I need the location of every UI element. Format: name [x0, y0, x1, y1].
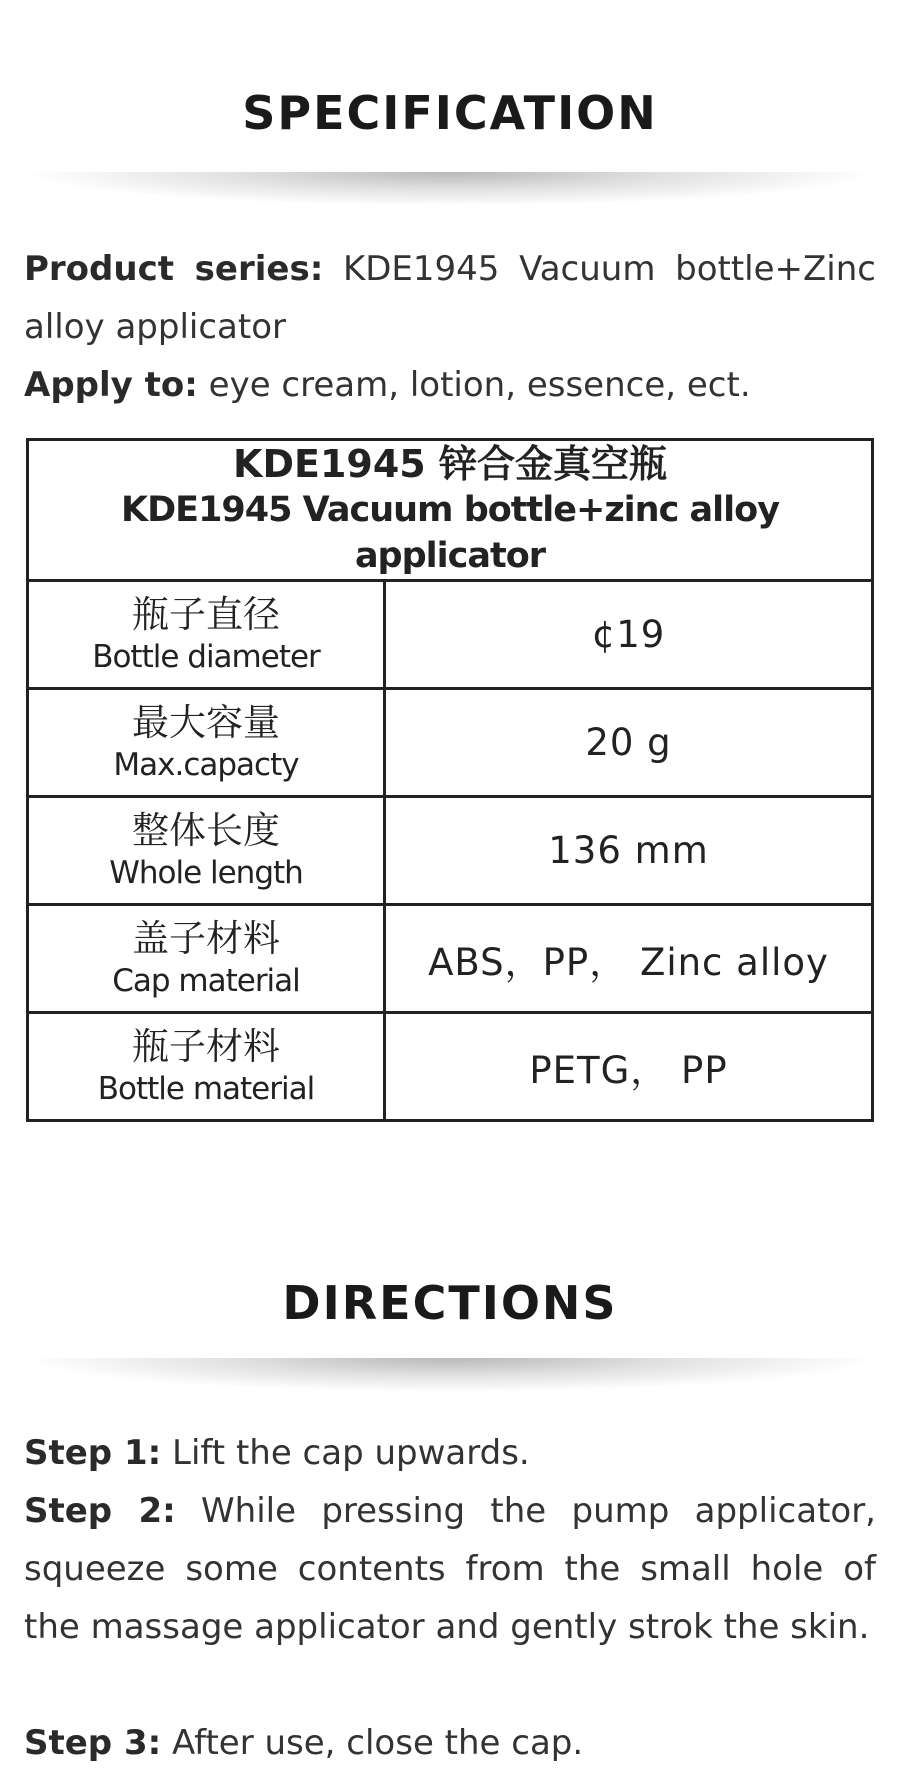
title-shadow-divider [20, 1358, 880, 1392]
row-label-cell [28, 1013, 385, 1121]
step-label: Step 1: [24, 1433, 162, 1473]
product-series-value: KDE1945 Vacuum bottle+Zinc alloy applicator [24, 249, 876, 347]
table-header-cn: KDE1945 锌合金真空瓶 [233, 442, 667, 486]
apply-to-value: eye cream, lotion, essence, ect. [197, 365, 751, 405]
specification-title: SPECIFICATION [242, 86, 658, 140]
row-label-cn: 整体长度 [132, 808, 280, 852]
table-header-row [28, 440, 873, 581]
table-row [28, 689, 873, 797]
step-1-paragraph [24, 1424, 876, 1482]
product-series-label: Product series: [24, 249, 324, 289]
step-text: While pressing the pump applicator, squeeze some contents from the small hole of the massage applicator and gently strok the skin. [24, 1491, 876, 1647]
step-text: Lift the cap upwards. [161, 1433, 530, 1473]
apply-to-label: Apply to: [24, 365, 198, 405]
step-text: After use, close the cap. [161, 1723, 584, 1763]
table-header-en: KDE1945 Vacuum bottle+zinc alloy applicator [120, 490, 780, 576]
row-label-cell [28, 797, 385, 905]
row-label-cell [28, 689, 385, 797]
table-row [28, 797, 873, 905]
table-header-cell [28, 440, 873, 581]
row-label-en: Whole length [109, 854, 303, 891]
step-label: Step 3: [24, 1723, 162, 1763]
table-row [28, 1013, 873, 1121]
table-row [28, 905, 873, 1013]
row-value: ABS，PP， Zinc alloy [385, 905, 873, 1013]
step-2-paragraph [24, 1482, 876, 1656]
row-label-cn: 瓶子材料 [132, 1024, 280, 1068]
row-label-cn: 瓶子直径 [132, 592, 280, 636]
title-shadow-divider [20, 172, 880, 206]
row-label-en: Max.capacty [113, 746, 299, 783]
table-row [28, 581, 873, 689]
row-label-en: Bottle material [97, 1070, 315, 1107]
product-series-paragraph [24, 240, 876, 356]
row-label-cn: 盖子材料 [132, 916, 280, 960]
row-value: 20 g [385, 689, 873, 797]
step-3-paragraph [24, 1714, 876, 1772]
row-label-en: Cap material [112, 962, 300, 999]
directions-title: DIRECTIONS [282, 1276, 618, 1330]
row-label-cn: 最大容量 [132, 700, 280, 744]
row-value: ¢19 [385, 581, 873, 689]
row-value: 136 mm [385, 797, 873, 905]
spec-table [26, 438, 874, 1122]
step-label: Step 2: [24, 1491, 176, 1531]
row-label-en: Bottle diameter [92, 638, 320, 675]
row-value: PETG， PP [385, 1013, 873, 1121]
row-label-cell [28, 905, 385, 1013]
row-label-cell [28, 581, 385, 689]
apply-to-paragraph [24, 356, 876, 414]
